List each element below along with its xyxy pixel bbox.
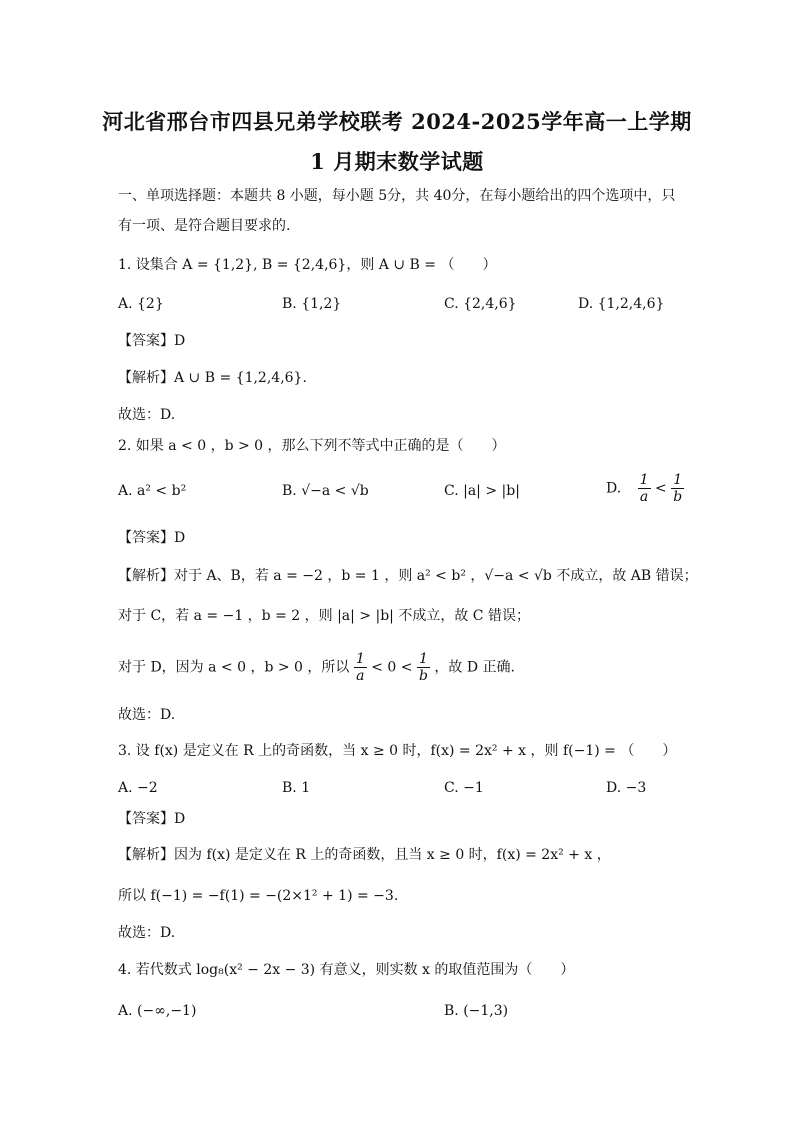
q2-option-d (606, 472, 684, 505)
q2-option-d-label: D. (606, 480, 622, 497)
q2-option-d-lt: < (655, 480, 667, 497)
q3-answer: 【答案】D (118, 811, 186, 827)
q1-option-a: A. {2} (118, 296, 164, 312)
question-1-stem: 1. 设集合 A = {1,2}, B = {2,4,6}，则 A ∪ B = （ ） (118, 257, 497, 273)
q2-option-d-frac-1 (638, 472, 651, 505)
q1-option-d: D. {1,2,4,6} (578, 296, 665, 312)
frac-numerator: 1 (671, 472, 684, 489)
q2-analysis-3-mid: < 0 < (371, 659, 413, 676)
q3-analysis-1: 【解析】因为 f(x) 是定义在 R 上的奇函数，且当 x ≥ 0 时，f(x) = 2x² + x ， (118, 847, 611, 863)
q2-analysis-3-frac-1 (354, 651, 367, 684)
question-2-stem: 2. 如果 a < 0 ，b > 0 ，那么下列不等式中正确的是（ ） (118, 438, 506, 454)
q1-analysis: 【解析】A ∪ B = {1,2,4,6}. (118, 370, 307, 386)
q1-option-c: C. {2,4,6} (444, 296, 517, 312)
q4-option-b: B. (−1,3) (444, 1003, 509, 1019)
q2-conclusion: 故选：D. (118, 707, 176, 723)
frac-denominator: a (356, 668, 365, 684)
question-4-stem: 4. 若代数式 log₈(x² − 2x − 3) 有意义，则实数 x 的取值范围为（ ） (118, 962, 575, 978)
q1-conclusion: 故选：D. (118, 407, 176, 423)
q2-option-d-frac-2 (671, 472, 684, 505)
q2-analysis-3 (118, 651, 678, 684)
frac-denominator: b (418, 668, 428, 684)
q3-conclusion: 故选：D. (118, 925, 176, 941)
q3-option-d: D. −3 (606, 780, 647, 796)
page-title-line1: 河北省邢台市四县兄弟学校联考 2024-2025学年高一上学期 (102, 109, 692, 134)
page-title-line2: 1 月期末数学试题 (310, 149, 484, 174)
frac-numerator: 1 (355, 651, 365, 667)
section-heading-line2: 有一项、是符合题目要求的. (118, 218, 291, 234)
q1-answer: 【答案】D (118, 333, 186, 349)
q2-answer: 【答案】D (118, 530, 186, 546)
q3-option-b: B. 1 (282, 780, 311, 796)
q2-option-a: A. a² < b² (118, 483, 187, 499)
frac-denominator: a (639, 489, 649, 505)
q2-option-c: C. |a| > |b| (444, 483, 520, 499)
q2-analysis-3-frac-2 (417, 651, 430, 684)
q2-analysis-1: 【解析】对于 A、B，若 a = −2 ，b = 1 ，则 a² < b² ，√−a < √b 不成立，故 AB 错误； (118, 568, 698, 584)
q3-option-c: C. −1 (444, 780, 484, 796)
q3-option-a: A. −2 (118, 780, 158, 796)
frac-numerator: 1 (639, 472, 649, 488)
section-heading-line1: 一、单项选择题：本题共 8 小题，每小题 5分，共 40分，在每小题给出的四个选项中，只 (118, 188, 676, 204)
q2-analysis-3-prefix: 对于 D，因为 a < 0 ，b > 0 ，所以 (118, 659, 350, 676)
question-3-stem: 3. 设 f(x) 是定义在 R 上的奇函数，当 x ≥ 0 时，f(x) = 2x² + x ，则 f(−1) = （ ） (118, 743, 677, 759)
q1-option-b: B. {1,2} (282, 296, 342, 312)
q2-option-b: B. √−a < √b (282, 483, 369, 499)
q3-analysis-2: 所以 f(−1) = −f(1) = −(2×1² + 1) = −3. (118, 888, 399, 904)
frac-numerator: 1 (417, 651, 430, 668)
frac-denominator: b (673, 489, 683, 505)
q2-analysis-3-suffix: ，故 D 正确. (434, 659, 515, 676)
q4-option-a: A. (−∞,−1) (118, 1003, 197, 1019)
q2-analysis-2: 对于 C，若 a = −1 ，b = 2 ，则 |a| > |b| 不成立，故 C 错误； (118, 608, 530, 624)
